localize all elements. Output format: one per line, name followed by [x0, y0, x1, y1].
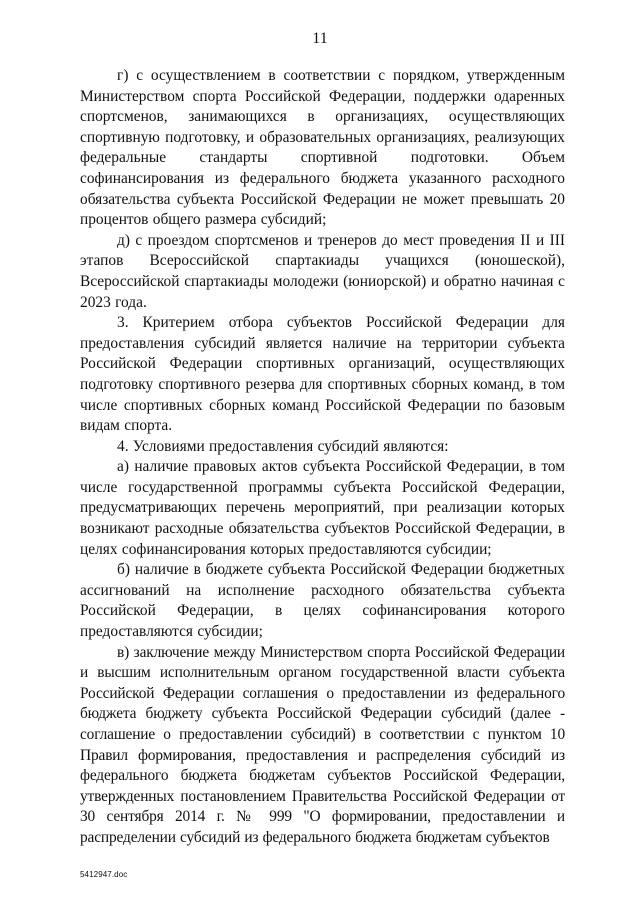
paragraph-subitem-d: д) с проездом спортсменов и тренеров до мест проведения II и III этапов Всероссийской спартакиады учащихся (юношеской), Всероссийской спартакиады молодежи (юниорской) и обратно начиная с 2023 года. [80, 231, 565, 311]
paragraph-condition-v: в) заключение между Министерством спорта Российской Федерации и высшим исполнительным органом государственной власти субъекта Российской Федерации соглашения о предоставлении из федерального бюджета бюджету субъекта Российской Федерации субсидий (далее - соглашение о предоставлении субсидий) в соответствии с пунктом 10 Правил формирования, предоставления и распределения субсидий из федерального бюджета бюджетам субъектов Российской Федерации, утвержденных постановлением Правительства Российской Федерации от 30 сентября 2014 г. № 999 "О формировании, предоставлении и распределении субсидий из федерального бюджета бюджетам субъектов [80, 643, 565, 846]
paragraph-item-4-conditions-heading: 4. Условиями предоставления субсидий являются: [117, 437, 449, 455]
paragraph-item-3-selection-criterion: 3. Критерием отбора субъектов Российской Федерации для предоставления субсидий является наличие на территории субъекта Российской Федерации спортивных организаций, осуществляющих подготовку спортивного резерва для спортивных сборных команд, в том числе спортивных сборных команд Российской Федерации по базовым видам спорта. [80, 314, 565, 435]
document-file-code: 5412947.doc [80, 870, 128, 879]
paragraph-condition-b: б) наличие в бюджете субъекта Российской Федерации бюджетных ассигнований на исполнение расходного обязательства субъекта Российской Федерации, в целях софинансирования которого предоставляются субсидии; [80, 561, 565, 641]
document-body [80, 66, 565, 849]
paragraph-condition-a: а) наличие правовых актов субъекта Российской Федерации, в том числе государственной программы субъекта Российской Федерации, предусматривающих перечень мероприятий, при реализации которых возникают расходные обязательства субъектов Российской Федерации, в целях софинансирования которых предоставляются субсидии; [80, 458, 565, 558]
page-number: 11 [312, 30, 328, 47]
paragraph-subitem-g: г) с осуществлением в соответствии с порядком, утвержденным Министерством спорта Российской Федерации, поддержки одаренных спортсменов, занимающихся в организациях, осуществляющих спортивную подготовку, и образовательных организациях, реализующих федеральные стандарты спортивной подготовки. Объем софинансирования из федерального бюджета указанного расходного обязательства субъекта Российской Федерации не может превышать 20 процентов общего размера субсидий; [80, 67, 565, 229]
